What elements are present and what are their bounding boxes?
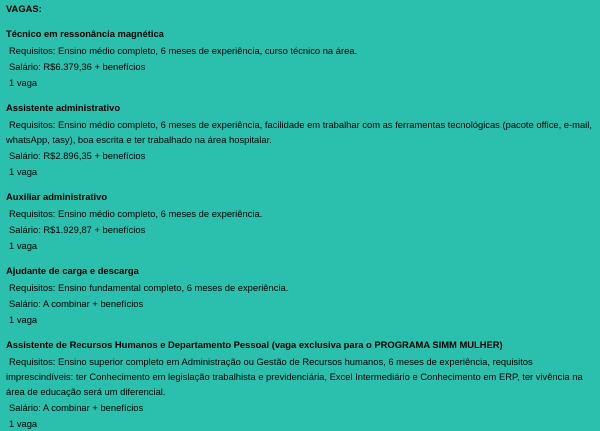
job-requirements: Requisitos: Ensino médio completo, 6 meses de experiência, facilidade em trabalhar com as ferramentas tecnológicas (pacote office, e-mail, whatsApp, tasy), boa escrita e ter trabalhado na área hospitalar. xyxy=(6,119,592,145)
job-openings: 1 vaga xyxy=(9,418,38,429)
job-title: Assistente de Recursos Humanos e Departamento Pessoal (vaga exclusiva para o PROGRAMA SIMM MULHER) xyxy=(6,339,503,350)
job-openings: 1 vaga xyxy=(9,240,38,251)
job-salary: Salário: R$1.929,87 + benefícios xyxy=(9,224,146,235)
job-item-ajudante-carga xyxy=(6,263,594,327)
job-title: Técnico em ressonância magnética xyxy=(6,28,164,39)
job-openings: 1 vaga xyxy=(9,314,38,325)
job-item-assistente-rh xyxy=(6,337,594,431)
job-title: Assistente administrativo xyxy=(6,102,121,113)
job-requirements: Requisitos: Ensino superior completo em Administração ou Gestão de Recursos humanos, 6 meses de experiência, requisitos imprescindíveis: ter Conhecimento em legislação trabalhista e previdenciária, Excel Intermediário e Conhecimento em ERP, ter vivência na área de educação será um diferencial. xyxy=(6,356,583,397)
section-heading: VAGAS: xyxy=(6,3,42,14)
job-item-auxiliar-administrativo xyxy=(6,189,594,253)
job-item-tecnico-ressonancia xyxy=(6,26,594,90)
job-requirements: Requisitos: Ensino médio completo, 6 meses de experiência, curso técnico na área. xyxy=(9,45,358,56)
job-salary: Salário: R$6.379,36 + benefícios xyxy=(9,61,146,72)
job-item-assistente-administrativo xyxy=(6,100,594,179)
job-salary: Salário: A combinar + benefícios xyxy=(9,402,144,413)
job-openings: 1 vaga xyxy=(9,77,38,88)
job-title: Auxiliar administrativo xyxy=(6,191,108,202)
job-openings: 1 vaga xyxy=(9,166,38,177)
job-title: Ajudante de carga e descarga xyxy=(6,265,139,276)
job-salary: Salário: A combinar + benefícios xyxy=(9,298,144,309)
job-requirements: Requisitos: Ensino médio completo, 6 meses de experiência. xyxy=(9,208,263,219)
job-requirements: Requisitos: Ensino fundamental completo, 6 meses de experiência. xyxy=(9,282,289,293)
job-salary: Salário: R$2.896,35 + benefícios xyxy=(9,150,146,161)
